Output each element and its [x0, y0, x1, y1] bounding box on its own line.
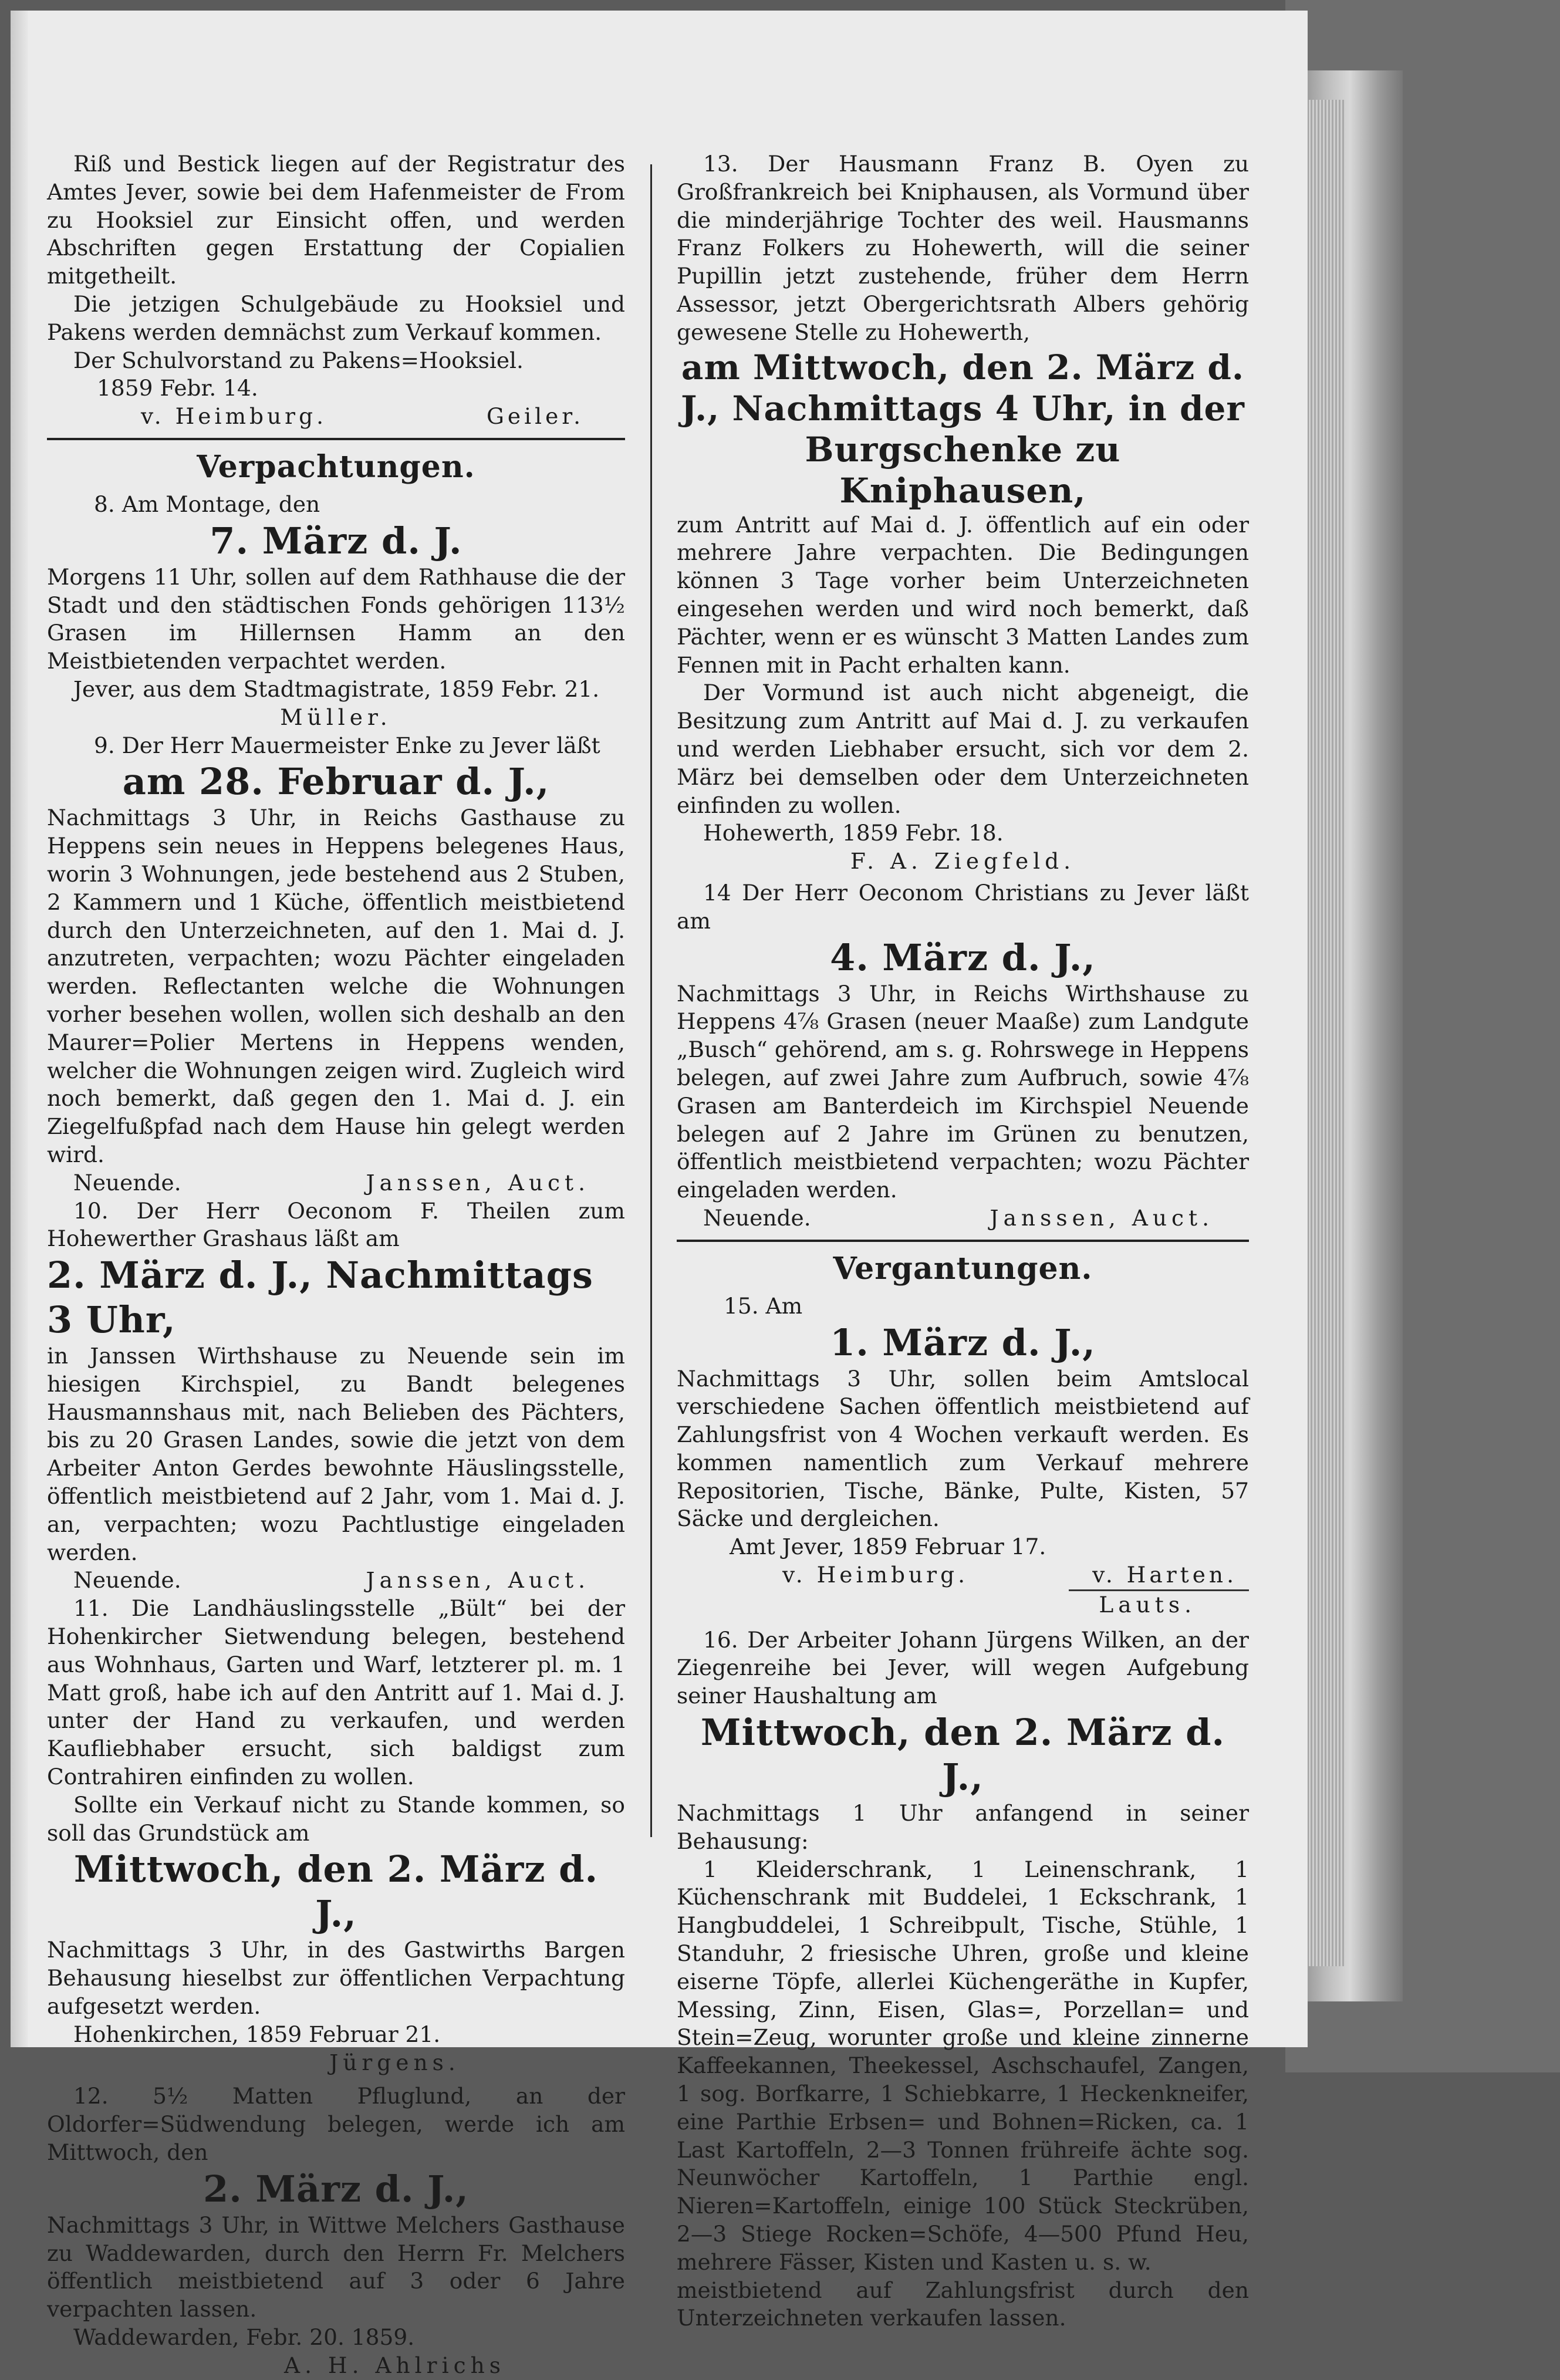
notice-body: Nachmittags 3 Uhr, in Reichs Gasthause zu Heppens sein neues in Heppens belegenes Haus, worin 3 Wohnungen, jede bestehend aus 2 Stuben, 2 Kammern und 1 Küche, öffentlich meistbietend durch den Unterzeichneten, auf den 1. Mai d. J. anzutreten, verpachten; wozu Pächter eingeladen werden. Reflectanten welche die Wohnungen vorher besehen wollen, wollen sich deshalb an den Maurer=Polier Mertens in Heppens wenden, welcher die Wohnungen zeigen wird. Zugleich wird noch bemerkt, daß gegen den 1. Mai d. J. ein Ziegelfußpfad nach dem Hause hin gelegt werden wird. [47, 805, 625, 1167]
notice-body: Nachmittags 3 Uhr, in Wittwe Melchers Gasthause zu Waddewarden, durch den Herrn Fr. Melchers öffentlich meistbietend auf 3 oder 6 Jahre verpachten lassen. [47, 2212, 625, 2322]
notice-date-heading: 4. März d. J., [830, 936, 1096, 979]
signature: v. Harten. [1069, 1561, 1249, 1591]
text-paragraph: Der Schulvorstand zu Pakens=Hooksiel. [73, 347, 524, 373]
signature-line [47, 1169, 625, 1197]
place-date-line: Waddewarden, Febr. 20. 1859. [73, 2324, 415, 2350]
notice-body: 11. Die Landhäuslingsstelle „Bült“ bei der Hohenkircher Sietwendung belegen, bestehend aus Wohnhaus, Garten und Warf, letzterer pl. m. 1 Matt groß, habe ich auf den Antritt auf 1. Mai d. J. unter der Hand zu verkaufen, und werden Kaufliebhaber ersucht, sich baldigst zum Contrahiren einfinden zu wollen. [47, 1595, 625, 1790]
text-paragraph: Die jetzigen Schulgebäude zu Hooksiel und Pakens werden demnächst zum Verkauf kommen. [47, 291, 625, 345]
notice-body: 1 Kleiderschrank, 1 Leinenschrank, 1 Küchenschrank mit Buddelei, 1 Eckschrank, 1 Hangbuddelei, 1 Schreibpult, Tische, Stühle, 1 Standuhr, 2 friesische Uhren, große und kleine eiserne Töpfe, allerlei Küchengeräthe in Kupfer, Messing, Zinn, Eisen, Glas=, Porzellan= und Stein=Zeug, worunter große und kleine zinnerne Kaffeekannen, Theekessel, Aschschaufel, Zangen, 1 sog. Borfkarre, 1 Schiebkarre, 1 Heckenkneifer, eine Parthie Erbsen= und Bohnen=Ricken, ca. 1 Last Kartoffeln, 2—3 Tonnen frühreife ächte sog. Neunwöcher Kartoffeln, 1 Parthie engl. Nieren=Kartoffeln, einige 100 Stück Steckrüben, 2—3 Stiege Rocken=Schöfe, 4—500 Pfund Heu, mehrere Fässer, Kisten und Kasten u. s. w. [677, 1856, 1249, 2275]
signature: F. A. Ziegfeld. [850, 848, 1076, 875]
section-heading: Verpachtungen. [197, 448, 475, 485]
signature: Geiler. [486, 403, 584, 430]
notice-body: Nachmittags 3 Uhr, in Reichs Wirthshause zu Heppens 4⅞ Grasen (neuer Maaße) zum Landgute „Busch“ gehörend, am s. g. Rohrswege in Heppens belegen, auf zwei Jahre zum Aufbruch, sowie 4⅞ Grasen am Banterdeich im Kirchspiel Neuende belegen auf 2 Jahre im Grünen zu benutzen, öffentlich meistbietend verpachten; wozu Pächter eingeladen werden. [677, 980, 1249, 1203]
notice-body: 13. Der Hausmann Franz B. Oyen zu Großfrankreich bei Kniphausen, als Vormund über die minderjährige Tochter des weil. Hausmanns Franz Folkers zu Hohewerth, will die seiner Pupillin jetzt zustehende, früher dem Herrn Assessor, jetzt Obergerichtsrath Albers gehörig gewesene Stelle zu Hohewerth, [677, 151, 1249, 345]
signature: v. Heimburg. [782, 1562, 969, 1588]
notice-intro: 10. Der Herr Oeconom F. Theilen zum Hohewerther Grashaus läßt am [47, 1197, 625, 1252]
place-date-line: Hohewerth, 1859 Febr. 18. [703, 820, 1004, 846]
signature-line [47, 1567, 625, 1595]
notice-intro: 8. Am Montage, den [94, 491, 320, 517]
notice-intro: 9. Der Herr Mauermeister Enke zu Jever läßt [94, 732, 600, 758]
place: Neuende. [703, 1204, 811, 1231]
signature: Janssen, Auct. [366, 1567, 590, 1594]
place-date-line: Amt Jever, 1859 Februar 17. [730, 1534, 1046, 1560]
notice-body: in Janssen Wirthshause zu Neuende sein im hiesigen Kirchspiel, zu Bandt belegenes Hausmannshaus mit, nach Belieben des Pächters, bis zu 20 Grasen Landes, sowie die jetzt von dem Arbeiter Anton Gerdes bewohnte Häuslingsstelle, öffentlich meistbietend auf 2 Jahr, vom 1. Mai d. J. an, verpachten; wozu Pachtlustige eingeladen werden. [47, 1343, 625, 1565]
notice-date-heading: 2. März d. J., [203, 2167, 469, 2210]
signature: Müller. [280, 704, 392, 730]
notice-date-heading: 2. März d. J., Nachmittags 3 Uhr, [47, 1254, 593, 1342]
bleed-through-margin [11, 11, 28, 2047]
right-column [677, 150, 1249, 2332]
newspaper-page [11, 11, 1308, 2378]
text-paragraph: Riß und Bestick liegen auf der Registratur des Amtes Jever, sowie bei dem Hafenmeister de From zu Hooksiel zur Einsicht offen, und werden Abschriften gegen Erstattung der Copialien mitgetheilt. [47, 151, 625, 289]
place-date-line: Hohenkirchen, 1859 Februar 21. [73, 2021, 441, 2047]
date-line: 1859 Febr. 14. [97, 375, 258, 401]
notice-body: Nachmittags 3 Uhr, in des Gastwirths Bargen Behausung hieselbst zur öffentlichen Verpachtung aufgesetzt werden. [47, 1937, 625, 2020]
notice-body: Nachmittags 3 Uhr, sollen beim Amtslocal verschiedene Sachen öffentlich meistbietend auf Zahlungsfrist von 4 Wochen verkauft werden. Es kommen namentlich zum Verkauf mehrere Repositorien, Tische, Bänke, Pulte, Kisten, 57 Säcke und dergleichen. [677, 1365, 1249, 1532]
signature-line [677, 1204, 1249, 1233]
notice-date-heading: am Mittwoch, den 2. März d. J., Nachmittags 4 Uhr, in der Burgschenke zu Kniphausen, [681, 347, 1245, 511]
section-rule [677, 1240, 1249, 1242]
signature-line [677, 1561, 1249, 1591]
notice-body: zum Antritt auf Mai d. J. öffentlich auf ein oder mehrere Jahre verpachten. Die Bedingungen können 3 Tage vorher beim Unterzeichneten eingesehen werden und wird noch bemerkt, daß Pächter, wenn er es wünscht 3 Matten Landes zum Fennen mit in Pacht erhalten kann. [677, 511, 1249, 678]
place: Neuende. [73, 1567, 181, 1594]
signature: v. Heimburg. [141, 403, 327, 430]
column-divider [650, 164, 652, 1837]
notice-body: Der Vormund ist auch nicht abgeneigt, die Besitzung zum Antritt auf Mai d. J. zu verkaufen und werden Liebhaber ersucht, sich vor dem 2. März bei demselben oder dem Unterzeichneten einfinden zu wollen. [677, 680, 1249, 818]
signature: A. H. Ahlrichs [283, 2352, 505, 2378]
notice-date-heading: Mittwoch, den 2. März d. J., [73, 1848, 599, 1936]
notice-body: 16. Der Arbeiter Johann Jürgens Wilken, an der Ziegenreihe bei Jever, will wegen Aufgebung seiner Haushaltung am [677, 1626, 1249, 1709]
section-rule [47, 438, 625, 440]
signature-line [47, 403, 625, 431]
notice-body: 12. 5½ Matten Pfluglund, an der Oldorfer=Südwendung belegen, werde ich am Mittwoch, den [47, 2083, 625, 2166]
notice-body: Morgens 11 Uhr, sollen auf dem Rathhause die der Stadt und den städtischen Fonds gehörigen 113½ Grasen im Hillernsen Hamm an den Meistbietenden verpachtet werden. [47, 563, 625, 674]
notice-date-heading: 7. März d. J. [210, 519, 462, 562]
place-date-line: Jever, aus dem Stadtmagistrate, 1859 Febr. 21. [73, 676, 600, 702]
book-page-edge-stripes [1309, 100, 1344, 1966]
signature: Janssen, Auct. [990, 1204, 1214, 1231]
place: Neuende. [73, 1169, 181, 1196]
left-column [47, 150, 625, 2380]
signature: Lauts. [1099, 1591, 1196, 1618]
signature: Jürgens. [329, 2049, 460, 2075]
section-heading: Vergantungen. [833, 1250, 1093, 1287]
notice-body: Sollte ein Verkauf nicht zu Stande kommen, so soll das Grundstück am [47, 1791, 625, 1846]
signature: Janssen, Auct. [366, 1169, 590, 1196]
notice-intro: 14 Der Herr Oeconom Christians zu Jever läßt am [677, 879, 1249, 934]
notice-body: meistbietend auf Zahlungsfrist durch den Unterzeichneten verkaufen lassen. [677, 2277, 1249, 2331]
notice-body: Nachmittags 1 Uhr anfangend in seiner Behausung: [677, 1800, 1249, 1854]
notice-intro: 15. Am [724, 1292, 803, 1319]
notice-date-heading: am 28. Februar d. J., [122, 760, 550, 804]
notice-date-heading: 1. März d. J., [830, 1321, 1096, 1364]
notice-date-heading: Mittwoch, den 2. März d. J., [700, 1711, 1225, 1799]
